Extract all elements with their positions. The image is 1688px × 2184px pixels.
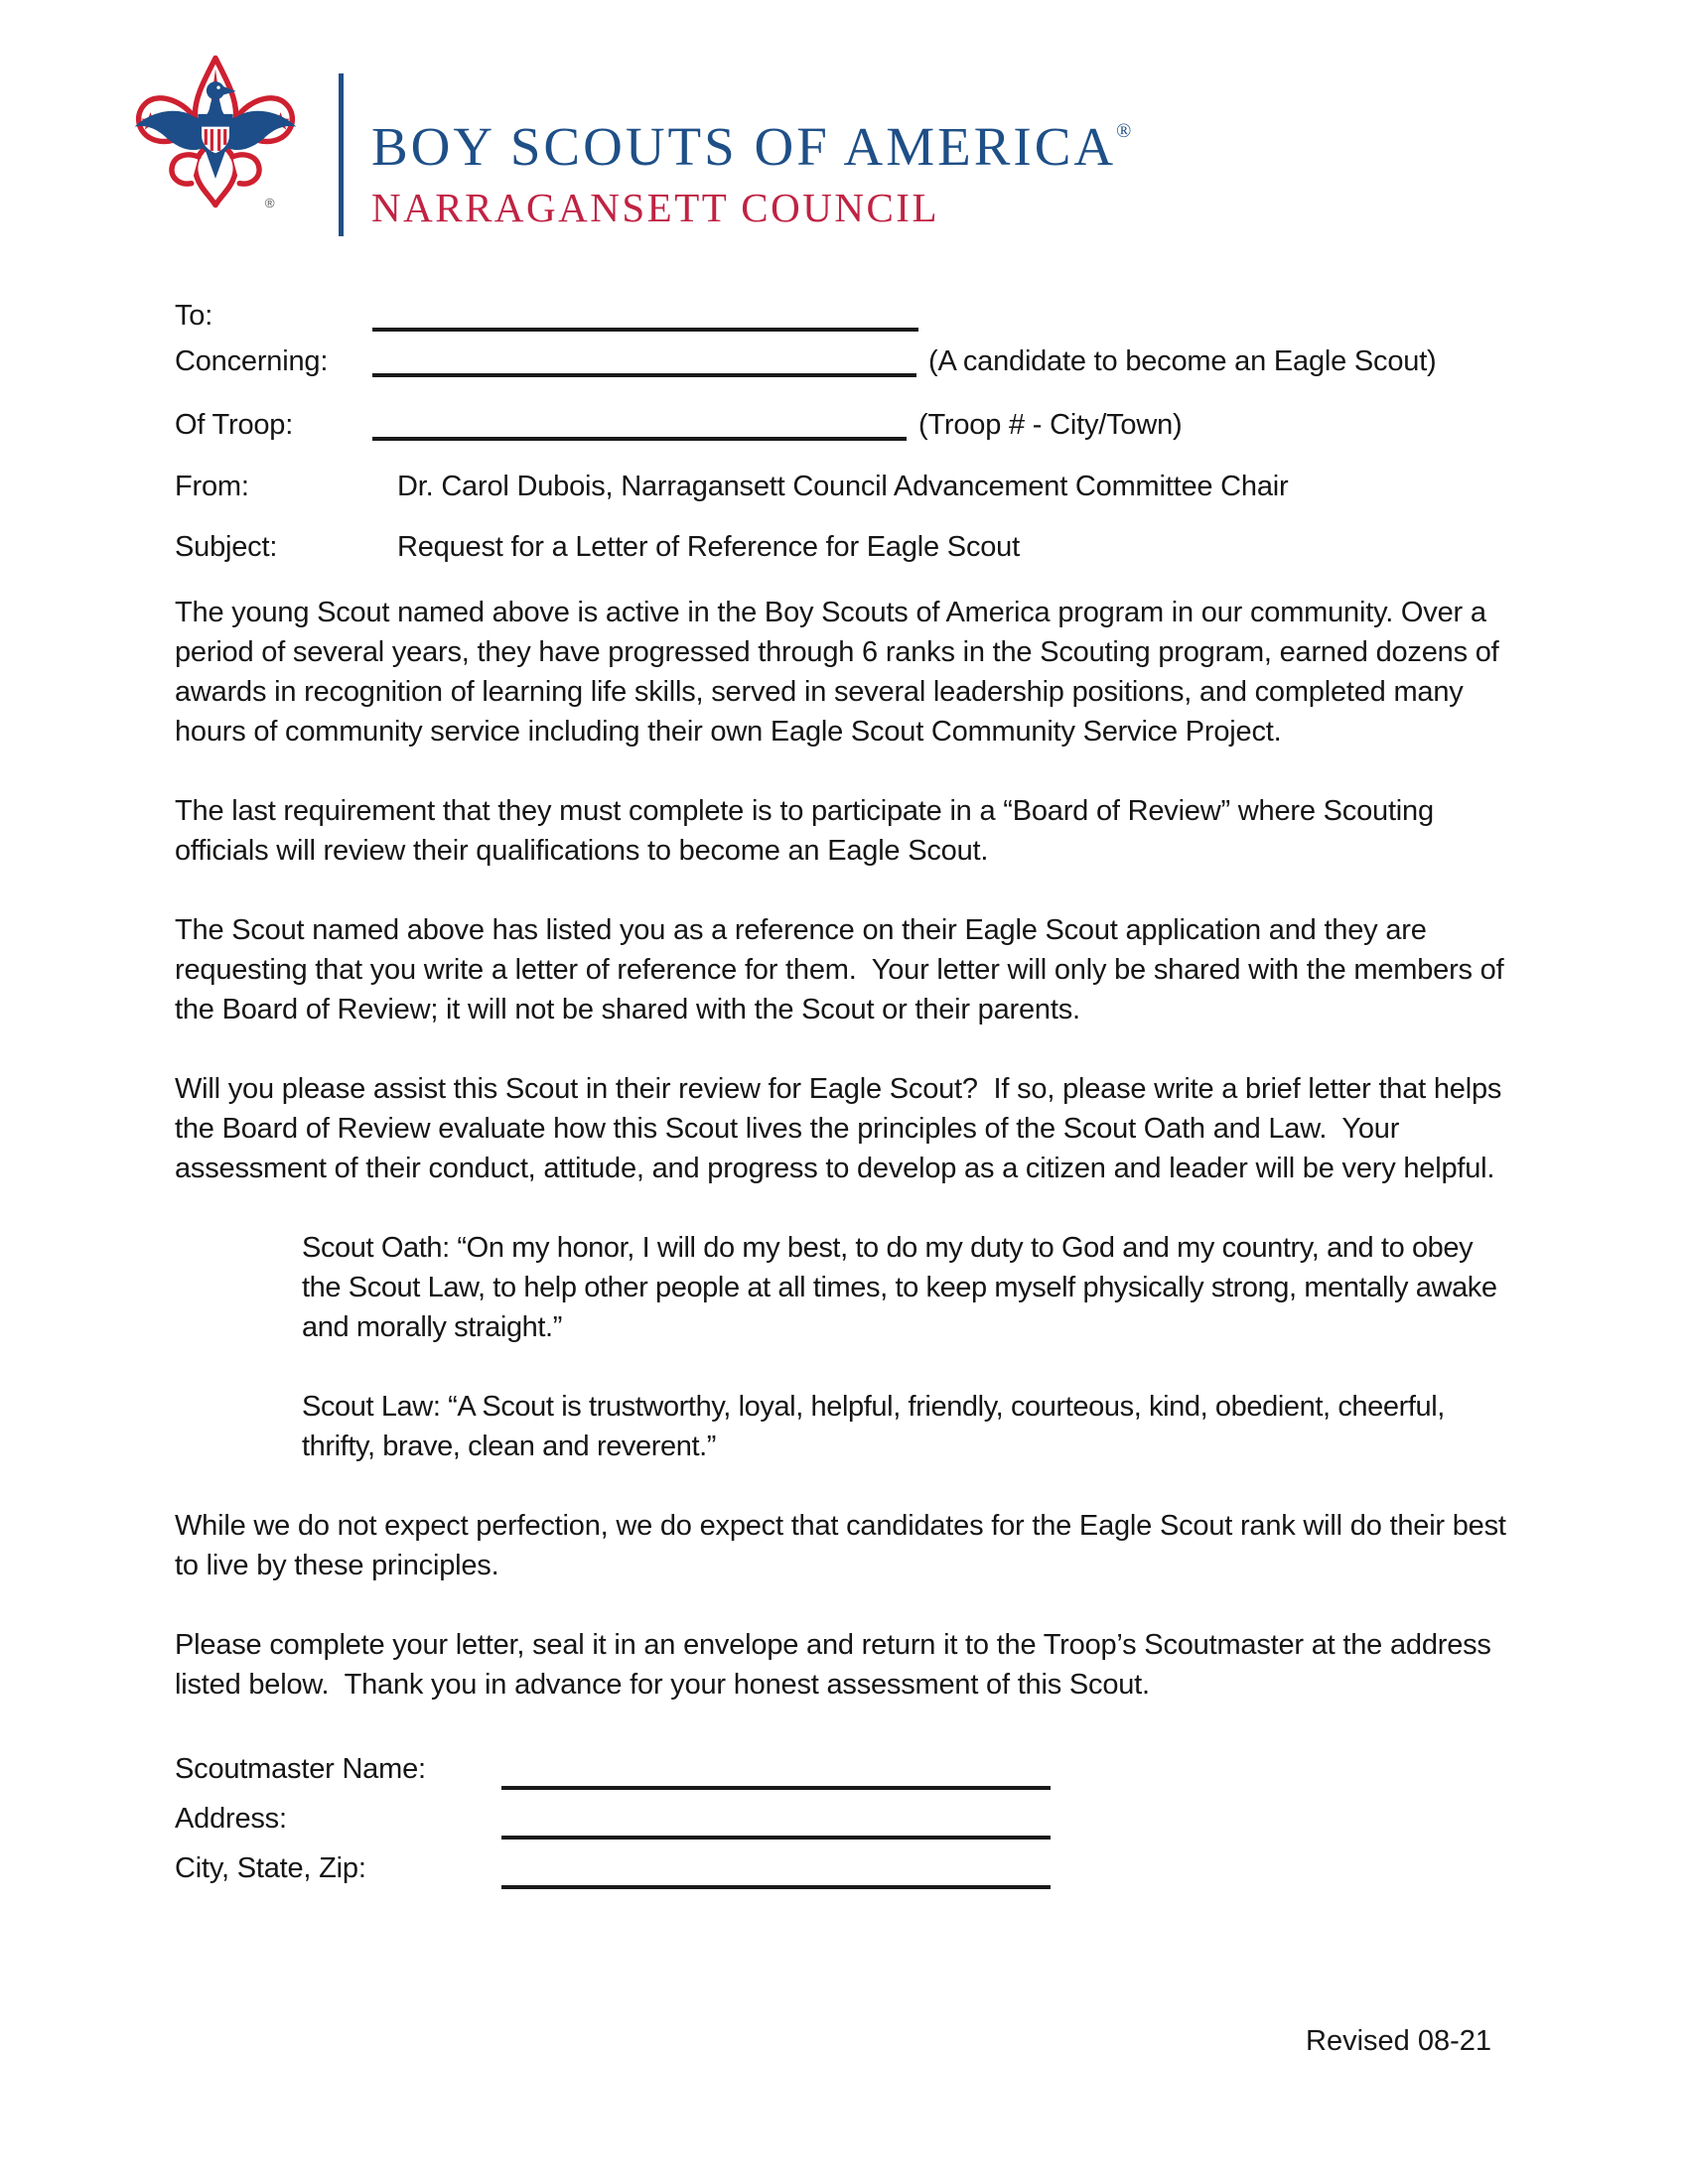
memo-field-subject <box>175 527 1521 567</box>
closing-paragraph: Please complete your letter, seal it in an envelope and return it to the Troop’s Scoutmaster at the address listed below. Thank you in advance for your honest assessment of this Scout. <box>175 1629 1499 1701</box>
field-value: Request for a Letter of Reference for Eagle Scout <box>397 531 1020 563</box>
body-paragraph: The last requirement that they must complete is to participate in a “Board of Review” where Scouting officials will review their qualifications to become an Eagle Scout. <box>175 795 1442 867</box>
memo-field-concerning <box>175 341 1521 381</box>
letterhead-wordmark <box>371 103 1131 228</box>
field-label: From: <box>175 471 249 502</box>
scout-oath-quote: Scout Oath: “On my honor, I will do my best, to do my duty to God and my country, and to obey the Scout Law, to help other people at all times, to keep myself physically strong, mentally awake and morally straight.” <box>302 1232 1505 1343</box>
registered-trademark-symbol: ® <box>264 195 275 210</box>
blank-line <box>501 1836 1051 1840</box>
blank-line <box>372 373 916 377</box>
field-note: (A candidate to become an Eagle Scout) <box>928 345 1437 377</box>
field-label: To: <box>175 300 213 332</box>
blank-line <box>501 1786 1051 1790</box>
memo-field-from <box>175 467 1521 506</box>
signature-field-address <box>175 1794 1521 1843</box>
body-paragraph: The Scout named above has listed you as a reference on their Eagle Scout application and they are requesting that you write a letter of reference for them. Your letter will only be shared with the members of the Board of Review; it will not be shared with the Scout or their parents. <box>175 914 1512 1025</box>
field-label: Address: <box>175 1803 287 1835</box>
letter-body <box>175 296 1521 1893</box>
signature-field-scoutmaster-name <box>175 1744 1521 1794</box>
memo-field-to <box>175 296 1521 336</box>
closing-paragraph: While we do not expect perfection, we do expect that candidates for the Eagle Scout rank will do their best to live by these principles. <box>175 1510 1514 1581</box>
body-paragraph: Will you please assist this Scout in their review for Eagle Scout? If so, please write a brief letter that helps the Board of Review evaluate how this Scout lives the principles of the Scout Oath and Law. Your assessment of their conduct, attitude, and progress to develop as a citizen and leader will be very helpful. <box>175 1073 1510 1184</box>
scout-law-quote: Scout Law: “A Scout is trustworthy, loyal, helpful, friendly, courteous, kind, obedient, cheerful, thrifty, brave, clean and reverent.” <box>302 1391 1453 1462</box>
field-label: City, State, Zip: <box>175 1852 366 1884</box>
revision-note: Revised 08-21 <box>1306 2025 1491 2057</box>
blank-line <box>372 437 907 441</box>
signature-field-city-state-zip <box>175 1843 1521 1893</box>
body-paragraph: The young Scout named above is active in the Boy Scouts of America program in our community. Over a period of several years, they have progressed through 6 ranks in the Scouting program, earned dozens of awards in recognition of learning life skills, served in several leadership positions, and completed many hours of community service including their own Eagle Scout Community Service Project. <box>175 597 1507 748</box>
blank-line <box>501 1885 1051 1889</box>
council-name: NARRAGANSETT COUNCIL <box>371 185 940 230</box>
field-label: Subject: <box>175 531 278 563</box>
blank-line <box>372 328 918 332</box>
letterhead-divider <box>339 73 344 236</box>
org-name: BOY SCOUTS OF AMERICA® <box>371 116 1132 177</box>
memo-field-of-troop <box>175 405 1521 445</box>
scoutmaster-info-block <box>175 1744 1521 1893</box>
field-label: Concerning: <box>175 345 329 377</box>
field-note: (Troop # - City/Town) <box>918 409 1183 441</box>
bsa-fleur-de-lis-eagle-logo <box>125 50 306 230</box>
field-value: Dr. Carol Dubois, Narragansett Council Advancement Committee Chair <box>397 471 1289 502</box>
field-label: Scoutmaster Name: <box>175 1753 426 1785</box>
registered-trademark-symbol: ® <box>1116 120 1132 142</box>
field-label: Of Troop: <box>175 409 294 441</box>
